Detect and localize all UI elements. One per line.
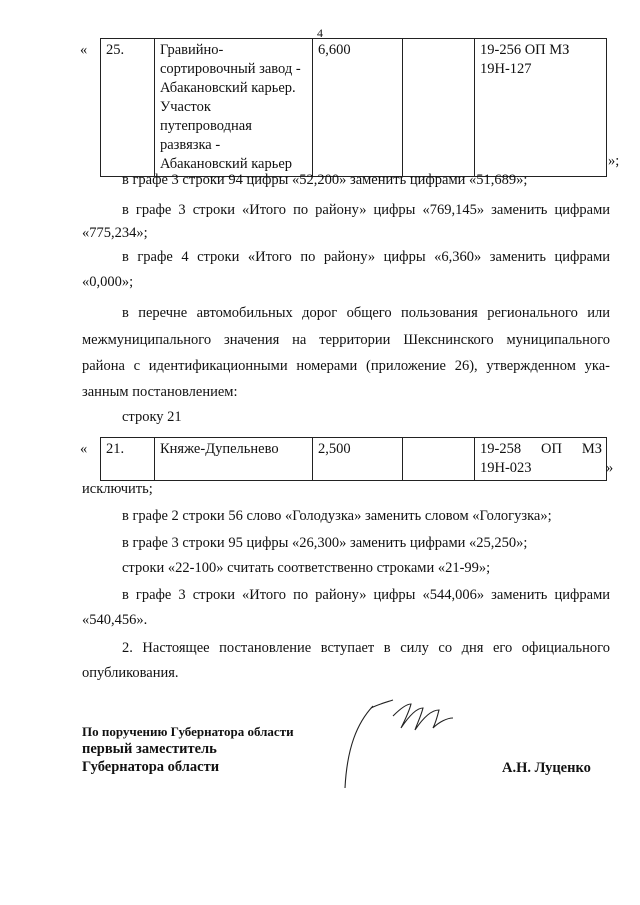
length-cell: 2,500 bbox=[313, 438, 403, 481]
road-code-line: 19-258 ОП МЗ bbox=[480, 441, 602, 457]
paragraph-line: межмуниципального значения на территории Шекснинского муниципального bbox=[82, 332, 610, 348]
length-cell: 6,600 bbox=[313, 39, 403, 177]
row-number-cell: 21. bbox=[101, 438, 155, 481]
quote-open-1: « bbox=[80, 42, 88, 58]
road-code-cell bbox=[475, 39, 607, 177]
paragraph-line: опубликования. bbox=[82, 665, 179, 681]
handwritten-signature bbox=[335, 688, 485, 798]
road-name-cell bbox=[155, 39, 313, 177]
empty-cell bbox=[403, 438, 475, 481]
quote-open-2: « bbox=[80, 441, 88, 457]
road-name-cell: Княже-Дупельнево bbox=[155, 438, 313, 481]
road-name-line: Гравийно- bbox=[160, 42, 224, 58]
road-code-cell bbox=[475, 438, 607, 481]
paragraph-line: строки «22-100» считать соответственно строками «21-99»; bbox=[122, 560, 491, 576]
road-name-line: путепроводная bbox=[160, 118, 252, 134]
signature-position-line: первый заместитель bbox=[82, 741, 217, 757]
quote-close-2: » bbox=[606, 460, 614, 476]
paragraph-line: в графе 3 строки «Итого по району» цифры «769,145» заменить цифрами bbox=[122, 202, 610, 218]
road-name-line: Абакановский карьер bbox=[160, 156, 293, 172]
paragraph-line: в графе 3 строки «Итого по району» цифры «544,006» заменить цифрами bbox=[122, 587, 610, 603]
quote-close-1: »; bbox=[608, 153, 620, 169]
road-name-line: Абакановский карьер. bbox=[160, 80, 296, 96]
road-name-line: развязка - bbox=[160, 137, 221, 153]
paragraph-line: «540,456». bbox=[82, 612, 148, 628]
paragraph-line: в графе 3 строки 94 цифры «52,200» заменить цифрами «51,689»; bbox=[122, 172, 528, 188]
paragraph-line: района с идентификационными номерами (приложение 26), утвержденном ука- bbox=[82, 358, 610, 374]
paragraph-line: в графе 3 строки 95 цифры «26,300» заменить цифрами «25,250»; bbox=[122, 535, 528, 551]
amendment-table-row-25 bbox=[100, 38, 607, 177]
paragraph-line: в перечне автомобильных дорог общего пользования регионального или bbox=[122, 305, 610, 321]
paragraph-line: 2. Настоящее постановление вступает в силу со дня его официального bbox=[122, 640, 610, 656]
road-code-line: 19Н-023 bbox=[480, 460, 532, 476]
paragraph-line: «775,234»; bbox=[82, 225, 148, 241]
page-number: 4 bbox=[317, 26, 323, 40]
road-code-line: 19-256 ОП МЗ bbox=[480, 42, 570, 58]
signature-position-line: Губернатора области bbox=[82, 759, 220, 775]
paragraph-line: строку 21 bbox=[122, 409, 182, 425]
signature-authority-line: По поручению Губернатора области bbox=[82, 724, 294, 739]
amendment-table-row-21 bbox=[100, 437, 607, 481]
road-code-line: 19Н-127 bbox=[480, 61, 532, 77]
paragraph-line: «0,000»; bbox=[82, 274, 134, 290]
paragraph-line: исключить; bbox=[82, 481, 153, 497]
paragraph-line: занным постановлением: bbox=[82, 384, 238, 400]
signatory-name: А.Н. Луценко bbox=[502, 760, 591, 776]
road-name-line: сортировочный завод - bbox=[160, 61, 301, 77]
paragraph-line: в графе 4 строки «Итого по району» цифры «6,360» заменить цифрами bbox=[122, 249, 610, 265]
road-name-line bbox=[160, 136, 308, 155]
road-name-line: Участок bbox=[160, 99, 211, 115]
paragraph-line: в графе 2 строки 56 слово «Голодузка» заменить словом «Гологузка»; bbox=[122, 508, 552, 524]
empty-cell bbox=[403, 39, 475, 177]
row-number-cell: 25. bbox=[101, 39, 155, 177]
